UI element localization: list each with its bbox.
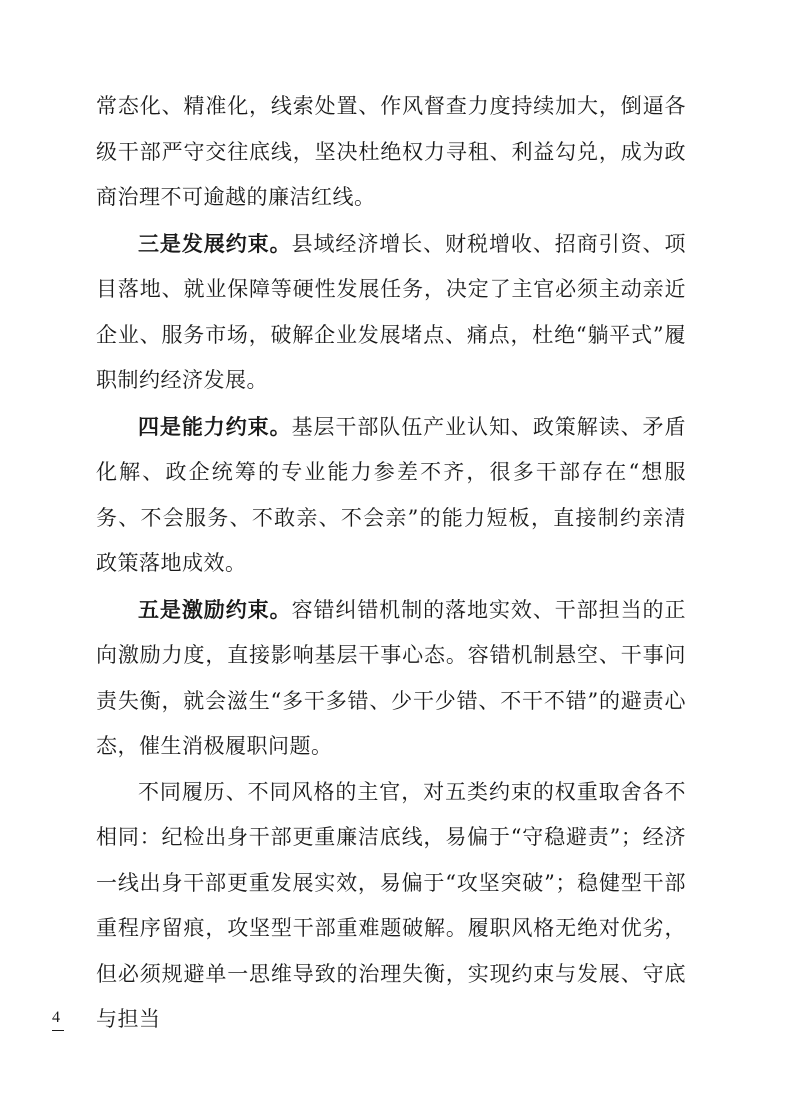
paragraph-lead-heading: 五是激励约束。 [138, 596, 292, 622]
document-body [96, 84, 686, 1043]
paragraph-leadership-styles [96, 770, 686, 1043]
paragraph-capability-constraint [96, 404, 686, 587]
page-number: 4 [52, 1008, 64, 1031]
paragraph-lead-heading: 三是发展约束。 [138, 230, 292, 256]
paragraph-text: 常态化、精准化，线索处置、作风督查力度持续加大，倒逼各级干部严守交往底线，坚决杜绝权力寻租、利益勾兑，成为政商治理不可逾越的廉洁红线。 [96, 94, 686, 209]
paragraph-continued [96, 84, 686, 221]
paragraph-text: 县域经济增长、财税增收、招商引资、项目落地、就业保障等硬性发展任务，决定了主官必须主动亲近企业、服务市场，破解企业发展堵点、痛点，杜绝“躺平式”履职制约经济发展。 [96, 231, 686, 392]
paragraph-text: 容错纠错机制的落地实效、干部担当的正向激励力度，直接影响基层干事心态。容错机制悬空、干事问责失衡，就会滋生“多干多错、少干少错、不干不错”的避责心态，催生消极履职问题。 [96, 597, 686, 758]
paragraph-text: 不同履历、不同风格的主官，对五类约束的权重取舍各不相同：纪检出身干部更重廉洁底线，易偏于“守稳避责”；经济一线出身干部更重发展实效，易偏于“攻坚突破”；稳健型干部重程序留痕，攻坚型干部重难题破解。履职风格无绝对优劣，但必须规避单一思维导致的治理失衡，实现约束与发展、守底与担当 [96, 779, 686, 1031]
paragraph-development-constraint [96, 221, 686, 404]
paragraph-lead-heading: 四是能力约束。 [138, 413, 292, 439]
paragraph-text: 基层干部队伍产业认知、政策解读、矛盾化解、政企统筹的专业能力参差不齐，很多干部存在“想服务、不会服务、不敢亲、不会亲”的能力短板，直接制约亲清政策落地成效。 [96, 414, 686, 575]
paragraph-incentive-constraint [96, 587, 686, 770]
